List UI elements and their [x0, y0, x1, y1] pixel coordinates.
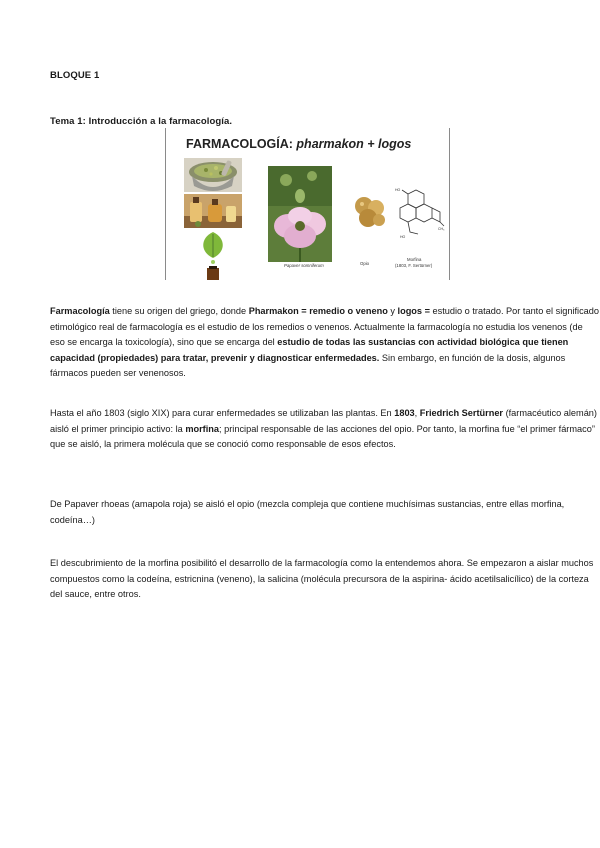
caption-opium: Opio [360, 261, 370, 266]
term-farmacologia: Farmacología [50, 306, 110, 316]
svg-text:HO: HO [395, 188, 401, 192]
paragraph-history [50, 406, 600, 453]
oil-bottles-image [184, 194, 242, 228]
figure-title [186, 137, 411, 151]
text-span: (farmacéutico alemán) aisló el primer principio activo: la [50, 408, 597, 434]
caption-morphine-year: (1803, F. Sertürner) [395, 263, 433, 268]
text-span: Hasta el año 1803 (siglo XIX) para curar enfermedades se utilizaban las plantas. En [50, 408, 395, 418]
paragraph-discovery: El descubrimiento de la morfina posibilitó el desarrollo de la farmacología como la entendemos ahora. Se empezaron a aislar muchos compuestos como la codeína, estricnina (veneno), la salicina (molécula precursora de la aspirina- ácido acetilsalicílico) de la corteza del sauce, entre otros. [50, 558, 594, 600]
svg-text:CH₃: CH₃ [438, 227, 445, 231]
paragraph-definition [50, 304, 600, 382]
caption-morphine-name: Morfina [407, 257, 422, 262]
leaf-dropper-image [196, 230, 230, 280]
morphine-structure-image [392, 186, 446, 246]
figure-title-sub: pharmakon + logos [296, 137, 412, 151]
poppy-image [268, 166, 332, 262]
text-span: Sin embargo, en función de la dosis, algunos fármacos pueden ser venenosos. [50, 352, 566, 379]
term-estudio: estudio de todas las sustancias con actividad biológica que tienen capacidad (propiedades) para tratar, prevenir y diagnosticar enfermedades. [50, 337, 569, 363]
opium-image [352, 194, 388, 230]
text-span: estudio o tratado. Por tanto el significado etimológico real de farmacología es el estudio de los remedios o venenos. Actualmente la farmacología no estudia los venenos (de eso se encarga la toxicología), sino que se encarga del [50, 306, 600, 348]
text-span: , [414, 408, 420, 418]
paragraph-papaver: De Papaver rhoeas (amapola roja) se aisló el opio (mezcla compleja que contiene muchísimas sustancias, entre ellas morfina, codeína…) [50, 499, 565, 525]
caption-poppy: Papaver somniferum [284, 263, 324, 268]
block-title: BLOQUE 1 [50, 70, 100, 81]
term-morfina: morfina [185, 423, 220, 434]
figure-title-main: FARMACOLOGÍA: [186, 137, 293, 151]
term-year: 1803 [394, 408, 415, 418]
pharmacology-figure [165, 128, 450, 280]
term-pharmakon: Pharmakon = remedio o veneno [248, 306, 388, 316]
svg-text:HO: HO [400, 235, 406, 239]
text-span: tiene su origen del griego, donde [109, 306, 249, 316]
term-logos: logos = [397, 306, 430, 316]
topic-title: Tema 1: Introducción a la farmacología. [50, 116, 233, 127]
mortar-herbs-image [184, 158, 242, 192]
text-span: ; principal responsable de las acciones del opio. Por tanto, la morfina fue “el primer fármaco” que se aisló, la primera molécula que se conoció como responsable de esos efectos. [50, 423, 595, 450]
term-serturner: Friedrich Sertürner [419, 408, 504, 418]
text-span: y [387, 306, 398, 316]
